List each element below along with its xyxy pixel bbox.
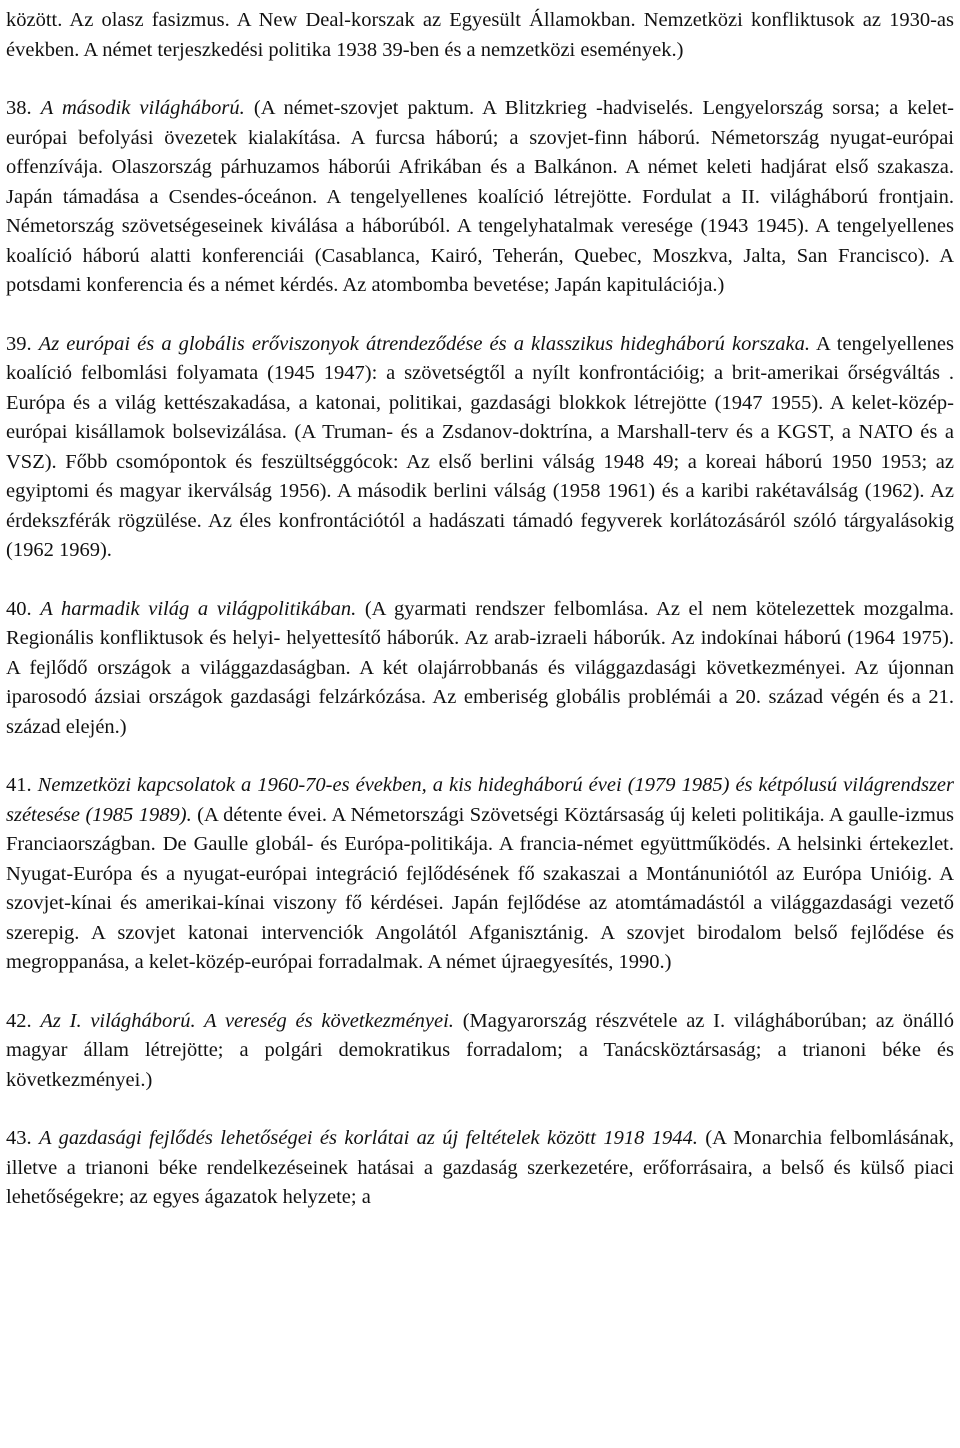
section-body: (A német-szovjet paktum. A Blitzkrieg -hadviselés. Lengyelország sorsa; a kelet-európai befolyási övezetek kialakítása. A furcsa háború; a szovjet-finn háború. Németország nyugat-európai offenzívája. Olaszország párhuzamos háborúi Afrikában és a Balkánon. A német keleti hadjárat első szakasza. Japán támadása a Csendes-óceánon. A tengelyellenes koalíció létrejötte. Fordulat a II. világháború frontjain. Németország szövetségeseinek kiválása a háborúból. A tengelyhatalmak veresége (1943 1945). A tengelyellenes koalíció háború alatti konferenciái (Casablanca, Kairó, Teherán, Quebec, Moszkva, Jalta, San Francisco). A potsdami konferencia és a német kérdés. Az atombomba bevetése; Japán kapitulációja.) (6, 97, 955, 296)
document-page (6, 6, 954, 1213)
section-number: 43. (6, 1127, 32, 1149)
section-title: A második világháború. (40, 97, 245, 119)
section-number: 42. (6, 1009, 32, 1032)
section-number: 41. (6, 774, 32, 796)
section-40 (6, 595, 954, 743)
section-42 (6, 1007, 954, 1096)
section-41 (6, 771, 954, 978)
section-39 (6, 330, 954, 566)
section-number: 40. (6, 597, 32, 620)
section-title: Nemzetközi kapcsolatok a 1960-70-es években, a kis hidegháború évei (1979 1985) és kétpólusú világrendszer szétesése (1985 1989). (6, 774, 955, 826)
section-title: Az európai és a globális erőviszonyok átrendeződése és a klasszikus hidegháború korszaka. (38, 332, 811, 355)
section-body: (A gyarmati rendszer felbomlása. Az el nem kötelezettek mozgalma. Regionális konfliktusok és helyi- helyettesítő háborúk. Az arab-izraeli háborúk. Az indokínai háború (1964 1975). A fejlődő országok a világgazdaságban. A két olajárrobbanás és világgazdasági következményei. Az újonnan iparosodó ázsiai országok gazdasági felzárkózása. Az emberiség globális problémái a 20. század végén és a 21. század elején.) (6, 597, 955, 738)
section-body: között. Az olasz fasizmus. A New Deal-korszak az Egyesült Államokban. Nemzetközi konfliktusok az 1930-as években. A német terjeszkedési politika 1938 39-ben és a nemzetközi események.) (6, 9, 954, 61)
section-gap (6, 742, 954, 771)
section-gap (6, 301, 954, 330)
section-gap (6, 1095, 954, 1124)
section-body: A tengelyellenes koalíció felbomlási folyamata (1945 1947): a szövetségtől a nyílt konfrontációig; a brit-amerikai őrségváltás . Európa és a világ kettészakadása, a katonai, politikai, gazdasági blokkok létrejötte (1947 1955). A kelet-közép-európai kisállamok bolsevizálása. (A Truman- és a Zsdanov-doktrína, a Marshall-terv és a KGST, a NATO és a VSZ). Főbb csomópontok és feszültséggócok: Az első berlini válság 1948 49; a koreai háború 1950 1953; az egyiptomi és magyar ikerválság 1956). A második berlini válság (1958 1961) és a karibi rakétaválság (1962). Az érdekszférák rögzülése. Az éles konfrontációtól a hadászati támadó fegyverek korlátozásáról szóló tárgyalásokig (1962 1969). (6, 332, 955, 561)
section-body: (A Monarchia felbomlásának, illetve a trianoni béke rendelkezéseinek hatásai a gazdaság szerkezetére, erőforrásaira, a belső és külső piaci lehetőségekre; az egyes ágazatok helyzete; a (6, 1127, 955, 1208)
section-number: 38. (6, 97, 32, 119)
section-body: (Magyarország részvétele az I. világháborúban; az önálló magyar állam létrejötte; a polgári demokratikus forradalom; a Tanácsköztársaság; a trianoni béke és következményei.) (6, 1009, 954, 1091)
section-gap (6, 65, 954, 94)
section-38 (6, 94, 954, 301)
section-title: Az I. világháború. A vereség és következményei. (40, 1009, 454, 1032)
section-number: 39. (6, 332, 32, 355)
section-43 (6, 1124, 954, 1213)
section-gap (6, 978, 954, 1007)
section-title: A gazdasági fejlődés lehetőségei és korlátai az új feltételek között 1918 1944. (39, 1127, 698, 1149)
section-body: (A détente évei. A Németországi Szövetségi Köztársaság új keleti politikája. A gaulle-izmus Franciaországban. De Gaulle globál- és Európa-politikája. A francia-német együttműködés. A helsinki értekezlet. Nyugat-Európa és a nyugat-európai integráció fejlődésének fő szakaszai a Montánuniótól az Európa Unióig. A szovjet-kínai és amerikai-kínai viszony fő kérdései. Japán fejlődése az atomtámadástól a világgazdasági vezető szerepig. A szovjet katonai intervenciók Angolától Afganisztánig. A szovjet birodalom belső fejlődése és megroppanása, a kelet-közép-európai forradalmak. A német újraegyesítés, 1990.) (6, 803, 955, 973)
section-continuation (6, 6, 954, 65)
section-gap (6, 566, 954, 595)
section-title: A harmadik világ a világpolitikában. (40, 597, 357, 620)
